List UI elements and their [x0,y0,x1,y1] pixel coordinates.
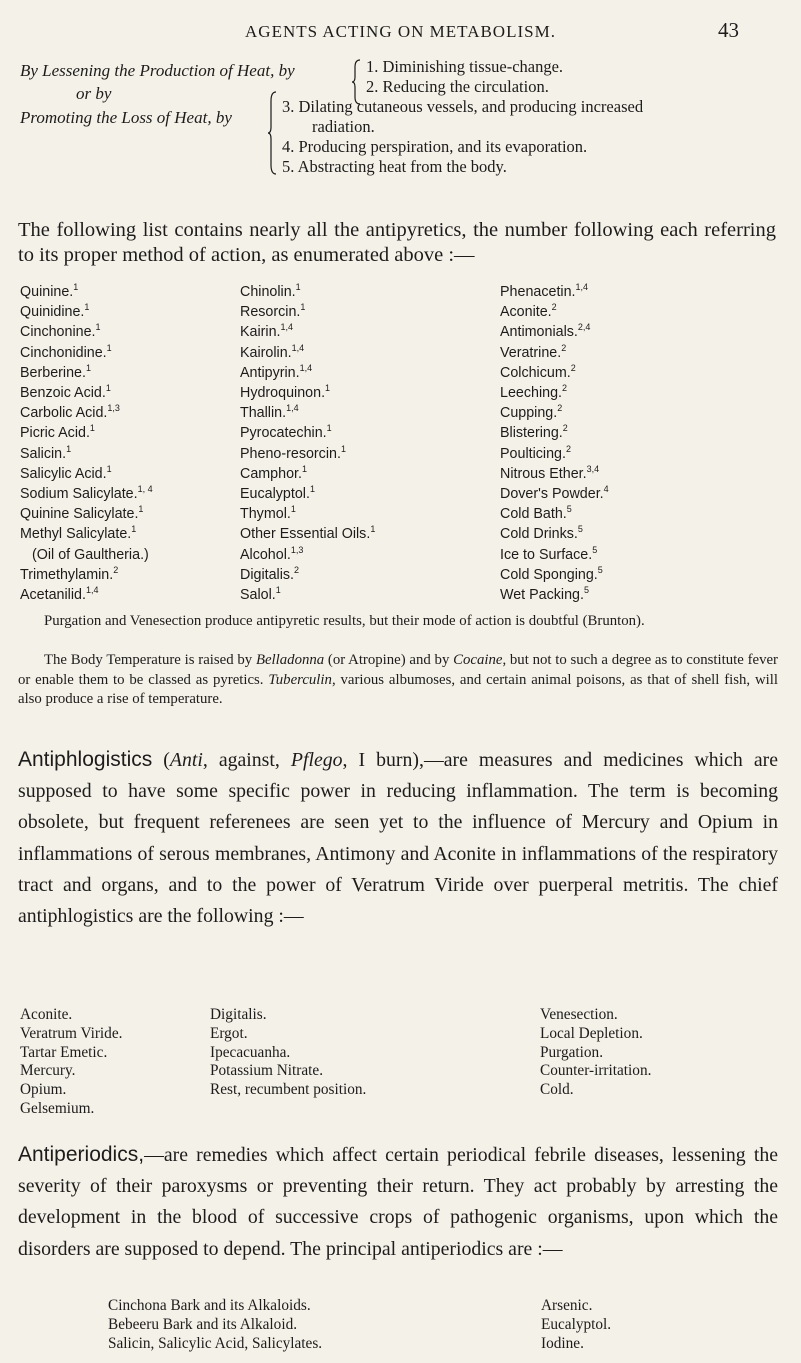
method-reference: 1 [131,524,137,535]
method-reference: 1 [89,423,95,434]
method-reference: 1 [326,423,332,434]
drug-name: Salicin. [20,445,67,462]
method-reference: 1,3 [290,544,304,555]
drug-name: Benzoic Acid. [20,385,106,402]
method-reference: 1 [301,464,307,475]
antiperiodics-paragraph [18,1139,778,1265]
antiphlogistics-column [20,1006,122,1119]
list-item: Rest, recumbent position. [210,1081,367,1099]
method-item: 1. Diminishing tissue-change. [366,57,564,76]
method-reference: 1 [106,464,112,475]
method-reference: 1,4 [575,282,589,293]
note-text: (or Atropine) and by [324,652,454,668]
lessening-label: By Lessening the Production of Heat, by [20,61,295,80]
drug-name: Trimethylamin. [20,566,114,583]
method-reference: 1, 4 [137,484,153,495]
list-item [500,403,609,423]
list-item [500,322,609,342]
list-item [240,585,375,605]
drug-name: Other Essential Oils. [240,526,371,543]
antiperiodics-column [108,1297,322,1353]
antipyretics-column [240,282,375,605]
list-item: Ergot. [210,1024,248,1042]
drug-name: Colchicum. [500,364,571,381]
drug-name: Poulticing. [500,445,566,462]
list-item [240,484,375,504]
drug-name: Methyl Salicylate. [20,526,132,543]
list-item [500,383,609,403]
list-item [240,403,375,423]
method-reference: 5 [566,504,572,515]
drug-name: Antimonials. [500,324,578,341]
method-reference: 5 [583,585,589,596]
running-head [0,18,801,48]
drug-name: Alcohol. [240,546,291,563]
list-item [500,423,609,443]
method-reference: 1 [275,585,281,596]
list-item [500,363,609,383]
list-item [20,403,153,423]
drug-name: Cold Sponging. [500,566,598,583]
list-item [240,363,375,383]
list-item [240,423,375,443]
drug-name: Picric Acid. [20,425,90,442]
drug-name: Salol. [240,587,276,604]
list-item: Bebeeru Bark and its Alkaloid. [108,1315,298,1333]
method-reference: 1 [138,504,144,515]
method-reference: 4 [603,484,609,495]
list-item [20,282,153,302]
list-item [240,343,375,363]
list-item: Salicin, Salicylic Acid, Salicylates. [108,1334,323,1352]
antipyretics-column [500,282,609,605]
note-text: , but not to such a degree as to constitute fever or enable them to be classed as pyretics. [18,652,778,688]
list-item: Venesection. [540,1006,618,1023]
method-item: radiation. [312,117,375,136]
list-item [20,484,153,504]
drug-name: Dover's Powder. [500,486,604,503]
anti-term: Anti [169,749,203,771]
list-item [240,322,375,342]
method-item: 2. Reducing the circulation. [366,77,549,96]
drug-name: Phenacetin. [500,284,576,300]
drug-name: Blistering. [500,425,563,442]
method-reference: 2 [561,342,567,353]
method-reference: 1 [73,282,79,293]
method-reference: 1 [105,383,111,394]
or-by-label: or by [76,84,112,103]
list-item [20,363,153,383]
list-item: Eucalyptol. [541,1315,612,1333]
list-item [20,423,153,443]
list-item: Local Depletion. [540,1024,643,1042]
list-item: Opium. [20,1081,67,1099]
para-text: ( [152,749,170,771]
method-reference: 2 [565,443,571,454]
method-reference: 5 [597,565,603,576]
list-item: Ipecacuanha. [210,1043,291,1061]
list-item [240,524,375,544]
list-item: Iodine. [541,1334,584,1352]
para-text: —are remedies which affect certain periodical febrile diseases, lessening the severity of their paroxysms or preventing their return. They act probably by arresting the development in the blood of successive crops of pathogenic organisms, upon which the disorders are supposed to depend. The principal antiperiodics are :— [18,1144,778,1260]
method-reference: 1 [370,524,376,535]
method-reference: 2 [551,302,557,313]
list-item [500,343,609,363]
drug-name: Sodium Salicylate. [20,486,138,503]
list-item [500,585,609,605]
list-item [240,282,375,302]
drug-name: Acetanilid. [20,587,86,604]
list-item [500,464,609,484]
drug-name: Pyrocatechin. [240,425,327,442]
method-reference: 1,4 [291,342,305,353]
tuberculin-term: Tuberculin [268,671,332,688]
antiphlogistics-column [540,1006,651,1100]
list-item: Purgation. [540,1043,604,1061]
belladonna-term: Belladonna [255,652,325,668]
list-item [500,444,609,464]
method-reference: 2,4 [577,322,591,333]
drug-name: Cinchonidine. [20,344,107,361]
method-reference: 1,3 [107,403,120,414]
body-temperature-note [18,651,778,710]
drug-name: Quinine. [20,284,74,300]
note-text: , various albumoses, and certain animal poisons, as that of shell fish, will also produce a rise of temperature. [18,671,778,708]
list-item: Counter-irritation. [540,1062,652,1080]
method-reference: 2 [557,403,563,414]
list-item [20,565,153,585]
method-reference: 1 [84,302,90,313]
list-item [500,565,609,585]
antiperiodics-heading: Antiperiodics, [18,1143,145,1166]
method-reference: 1 [85,363,91,374]
drug-name: Digitalis. [240,566,295,583]
method-item: 3. Dilating cutaneous vessels, and producing increased [282,97,644,116]
list-item [240,504,375,524]
list-item [500,484,609,504]
method-reference: 1,4 [286,403,299,414]
list-item [20,545,153,565]
drug-name: Antipyrin. [240,364,300,381]
list-item [240,545,375,565]
drug-name: Berberine. [20,364,86,381]
method-reference: 2 [562,423,568,434]
method-reference: 1 [106,342,112,353]
method-reference: 1 [290,504,296,515]
note-text: The Body Temperature is raised by [44,652,256,668]
list-item [500,302,609,322]
drug-name: Chinolin. [240,284,296,300]
drug-name: Kairolin. [240,344,292,361]
list-item [500,282,609,302]
method-reference: 5 [577,524,583,535]
method-reference: 1 [295,282,301,293]
list-item [500,545,609,565]
list-item: Aconite. [20,1006,73,1023]
list-item [240,444,375,464]
brace-icon [268,91,278,175]
method-reference: 1 [300,302,306,313]
method-reference: 1 [66,443,72,454]
method-reference: 1,4 [85,585,99,596]
method-item: 4. Producing perspiration, and its evaporation. [282,137,588,156]
drug-name: Hydroquinon. [240,385,326,402]
list-item: Mercury. [20,1062,76,1080]
list-item [500,504,609,524]
method-reference: 2 [570,363,576,374]
list-item [20,524,153,544]
method-reference: 3,4 [586,464,600,475]
heat-methods-table [20,57,790,207]
para-text: —are measures and medicines which are supposed to have some specific power in reducing inflammation. The term is becoming obsolete, but frequent referenees are seen yet to the influence of Mercury and Opium in inflammations of serous membranes, Antimony and Aconite in inflammations of the respiratory tract and organs, and to the power of Veratrum Viride over puerperal metritis. The chief antiphlogistics are the following :— [18,749,778,928]
method-reference: 1 [340,443,346,454]
list-item [20,444,153,464]
drug-name: Cupping. [500,405,558,422]
page-number: 43 [718,18,739,42]
list-item [240,383,375,403]
pflego-term: Pflego [290,749,343,771]
method-reference: 2 [294,565,300,576]
list-item [20,302,153,322]
drug-name: Aconite. [500,304,552,321]
method-reference: 2 [562,383,568,394]
running-title: AGENTS ACTING ON METABOLISM. [245,22,556,41]
list-item: Tartar Emetic. [20,1043,108,1061]
para-text: , against, [202,749,291,771]
list-item: Gelsemium. [20,1099,95,1117]
intro-paragraph: The following list contains nearly all the antipyretics, the number following each referring to its proper method of action, as enumerated above :— [18,219,776,266]
drug-name: Salicylic Acid. [20,465,107,482]
list-item: Digitalis. [210,1006,267,1023]
list-item: Potassium Nitrate. [210,1062,324,1080]
method-reference: 1 [95,322,101,333]
list-item: Cold. [540,1081,574,1099]
drug-name: Quinidine. [20,304,85,321]
list-item [240,464,375,484]
list-item [240,302,375,322]
drug-name: Quinine Salicylate. [20,506,139,523]
antiperiodics-column [541,1297,611,1353]
drug-name: Carbolic Acid. [20,405,108,422]
method-item: 5. Abstracting heat from the body. [282,157,507,176]
list-item [500,524,609,544]
list-item: Arsenic. [541,1297,593,1314]
para-text: , I burn), [342,749,424,771]
drug-name: Resorcin. [240,304,301,321]
cocaine-term: Cocaine [453,652,503,668]
list-item [20,504,153,524]
antiphlogistics-column [210,1006,366,1100]
drug-name: Leeching. [500,385,563,402]
drug-name: Veratrine. [500,344,562,361]
list-item [20,322,153,342]
list-item [20,343,153,363]
list-item [240,565,375,585]
drug-name: Camphor. [240,465,302,482]
drug-name: Thallin. [240,405,287,422]
list-item [20,585,153,605]
antipyretics-column [20,282,153,605]
drug-name: Cold Bath. [500,506,567,523]
drug-name: Cold Drinks. [500,526,578,543]
drug-name: Pheno-resorcin. [240,445,341,462]
method-reference: 1,4 [299,363,313,374]
purgation-note: Purgation and Venesection produce antipyretic results, but their mode of action is doubtful (Brunton). [44,613,645,629]
method-reference: 5 [592,544,598,555]
method-reference: 1,4 [280,322,294,333]
drug-name: Kairin. [240,324,281,341]
drug-name: Wet Packing. [500,587,584,604]
method-reference: 1 [309,484,315,495]
drug-name: Eucalyptol. [240,486,310,503]
drug-name: Nitrous Ether. [500,465,587,482]
drug-name: Cinchonine. [20,324,96,341]
drug-name: Ice to Surface. [500,546,593,563]
drug-name: (Oil of Gaultheria.) [32,546,149,563]
antiphlogistics-paragraph [18,744,778,932]
list-item: Veratrum Viride. [20,1024,123,1042]
list-item [20,464,153,484]
promoting-label: Promoting the Loss of Heat, by [20,108,232,127]
method-reference: 2 [113,565,119,576]
drug-name: Thymol. [240,506,291,523]
antiphlogistics-heading: Antiphlogistics [18,748,153,771]
method-reference: 1 [325,383,331,394]
list-item: Cinchona Bark and its Alkaloids. [108,1297,311,1314]
list-item [20,383,153,403]
